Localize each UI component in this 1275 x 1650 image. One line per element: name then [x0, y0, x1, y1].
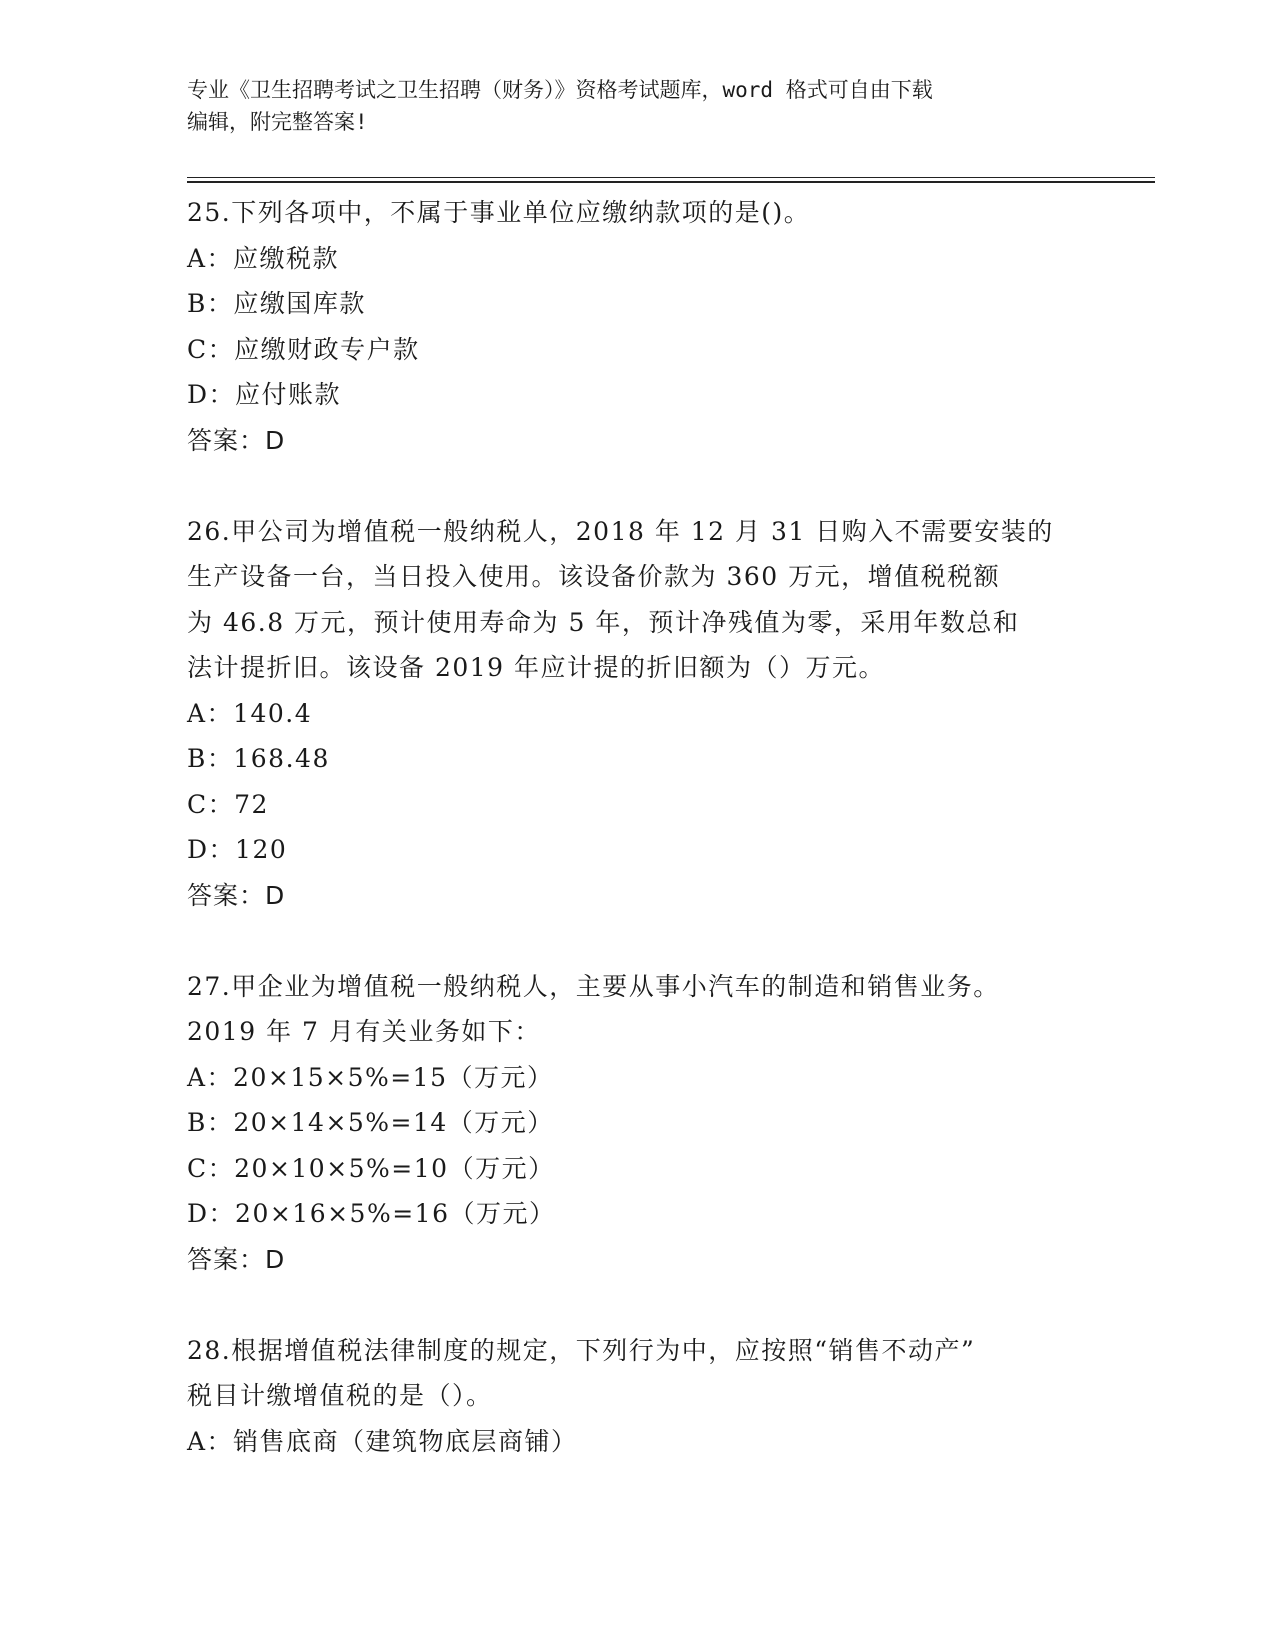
header-line-1: 专业《卫生招聘考试之卫生招聘（财务）》资格考试题库，word 格式可自由下载 — [187, 78, 933, 102]
option-d: D：20×16×5%=16（万元） — [187, 1199, 556, 1228]
answer: 答案：D — [187, 880, 286, 910]
question-text: 27.甲企业为增值税一般纳税人，主要从事小汽车的制造和销售业务。 — [187, 971, 1000, 1001]
option-b: B：20×14×5%=14（万元） — [187, 1108, 554, 1137]
question-text: 2019 年 7 月有关业务如下： — [187, 1017, 541, 1046]
question-27 — [187, 964, 1087, 1283]
option-d: D：应付账款 — [187, 380, 342, 409]
spacer — [187, 1282, 1087, 1328]
question-28 — [187, 1328, 1087, 1465]
question-text: 生产设备一台，当日投入使用。该设备价款为 360 万元，增值税税额 — [187, 562, 1001, 591]
option-a: A：140.4 — [187, 698, 313, 728]
option-b: B：168.48 — [187, 744, 330, 773]
question-25 — [187, 190, 1087, 463]
header-rule-thin — [187, 177, 1155, 178]
question-text: 税目计缴增值税的是（）。 — [187, 1381, 493, 1410]
option-d: D：120 — [187, 835, 288, 864]
option-b: B：应缴国库款 — [187, 289, 366, 318]
header-line-2: 编辑，附完整答案! — [187, 110, 368, 134]
spacer — [187, 918, 1087, 964]
question-text: 法计提折旧。该设备 2019 年应计提的折旧额为（）万元。 — [187, 653, 886, 682]
question-text: 26.甲公司为增值税一般纳税人，2018 年 12 月 31 日购入不需要安装的 — [187, 516, 1054, 546]
option-a: A：销售底商（建筑物底层商铺） — [187, 1426, 578, 1456]
option-a: A：20×15×5%=15（万元） — [187, 1062, 554, 1092]
question-text: 25.下列各项中，不属于事业单位应缴纳款项的是()。 — [187, 198, 811, 227]
answer: 答案：D — [187, 1244, 286, 1274]
question-text: 为 46.8 万元，预计使用寿命为 5 年，预计净残值为零，采用年数总和 — [187, 607, 1020, 637]
option-c: C：应缴财政专户款 — [187, 334, 420, 364]
question-list — [187, 190, 1087, 1464]
question-26 — [187, 509, 1087, 919]
question-text: 28.根据增值税法律制度的规定，下列行为中，应按照“销售不动产” — [187, 1335, 976, 1365]
answer: 答案：D — [187, 425, 286, 455]
spacer — [187, 463, 1087, 509]
header-rule-thick — [187, 181, 1155, 183]
document-header — [187, 74, 1087, 138]
option-c: C：72 — [187, 789, 269, 819]
option-c: C：20×10×5%=10（万元） — [187, 1153, 555, 1183]
option-a: A：应缴税款 — [187, 243, 340, 273]
